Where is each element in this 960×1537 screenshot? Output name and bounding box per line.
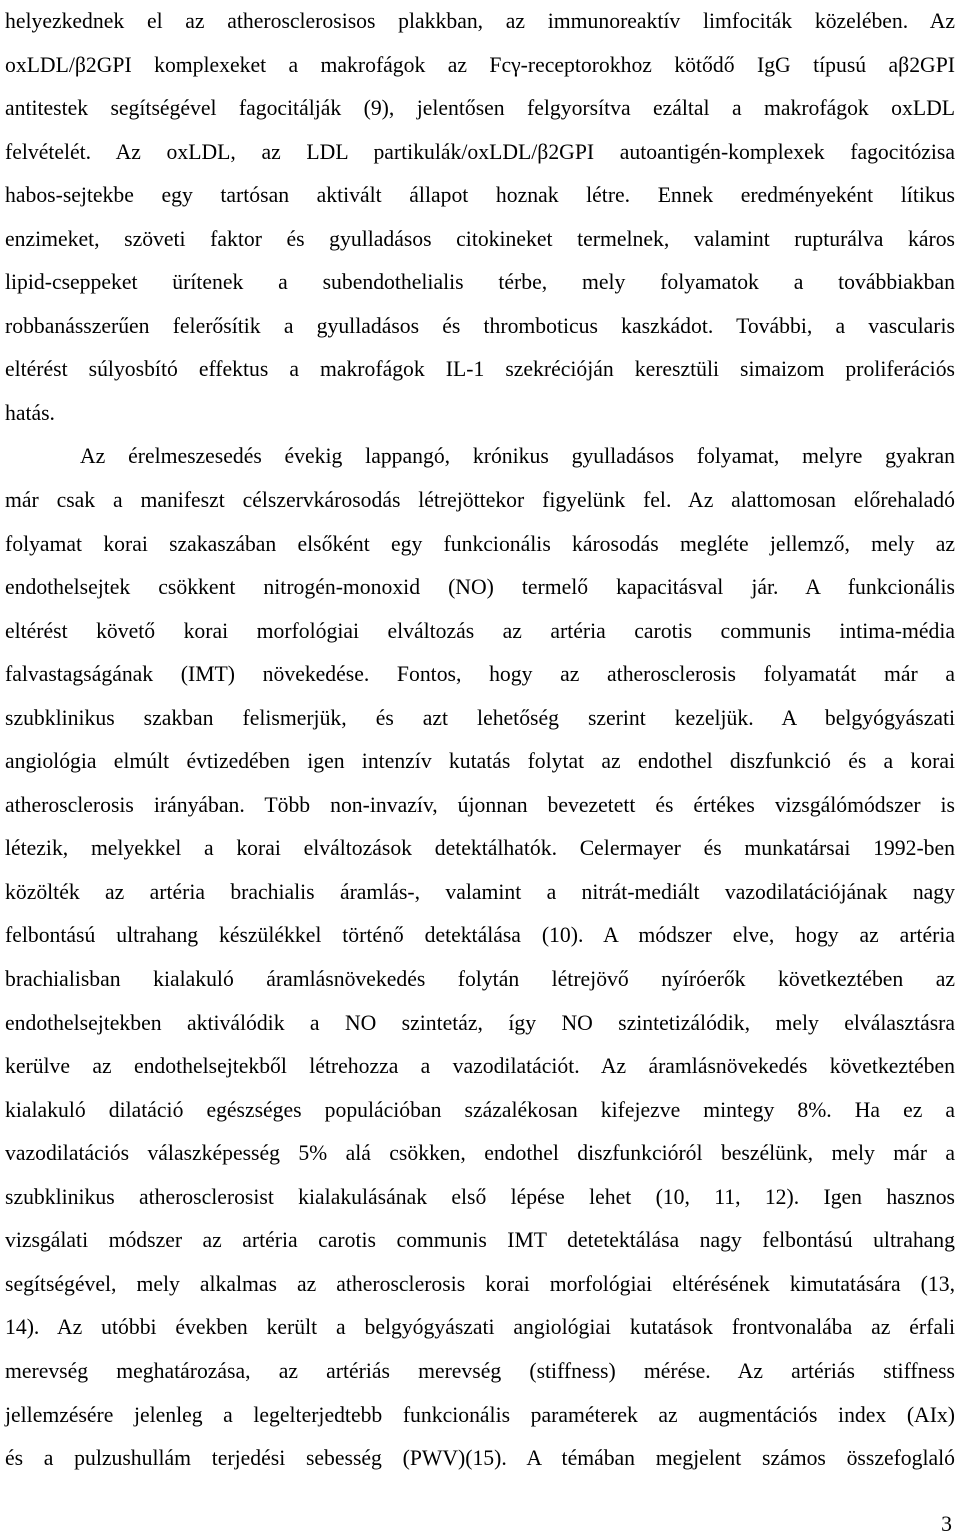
text-line: eltérést követő korai morfológiai elváltozás az artéria carotis communis intima-média <box>5 618 955 643</box>
text-line: vazodilatációs válaszképesség 5% alá csökken, endothel diszfunkcióról beszélünk, mely már a <box>5 1141 955 1166</box>
paragraph-2 <box>5 435 955 1480</box>
text-line: robbanásszerűen felerősítik a gyulladásos és thromboticus kaszkádot. További, a vascularis <box>5 313 955 338</box>
page-number: 3 <box>941 1512 952 1536</box>
text-line: falvastagságának (IMT) növekedése. Fontos, hogy az atherosclerosis folyamatát már a <box>5 662 955 687</box>
text-line: habos-sejtekbe egy tartósan aktivált állapot hoznak létre. Ennek eredményeként lítikus <box>5 183 955 208</box>
text-line: jellemzésére jelenleg a legelterjedtebb funkcionális paraméterek az augmentációs index (AIx) <box>5 1402 955 1427</box>
text-line: brachialisban kialakuló áramlásnövekedés folytán létrejövő nyíróerők következtében az <box>5 967 955 992</box>
text-line: eltérést súlyosbító effektus a makrofágok IL-1 szekrécióján keresztüli simaizom proliferációs <box>5 357 955 382</box>
text-line: már csak a manifeszt célszervkárosodás létrejöttekor figyelünk fel. Az alattomosan előrehaladó <box>5 488 955 513</box>
text-line: hatás. <box>5 400 55 425</box>
text-line: merevség meghatározása, az artériás merevség (stiffness) mérése. Az artériás stiffness <box>5 1358 955 1383</box>
paragraph-1 <box>5 0 955 435</box>
body-text <box>5 0 955 1481</box>
text-line: szubklinikus atherosclerosist kialakulásának első lépése lehet (10, 11, 12). Igen hasznos <box>5 1184 955 1209</box>
text-line: Az érelmeszesedés évekig lappangó, krónikus gyulladásos folyamat, melyre gyakran <box>80 444 955 469</box>
text-line: közölték az artéria brachialis áramlás-, valamint a nitrát-mediált vazodilatációjának nagy <box>5 879 955 904</box>
text-line: atherosclerosis irányában. Több non-invazív, újonnan bevezetett és értékes vizsgálómódszer is <box>5 792 955 817</box>
text-line: endothelsejtek csökkent nitrogén-monoxid (NO) termelő kapacitásval jár. A funkcionális <box>5 575 955 600</box>
text-line: segítségével, mely alkalmas az atherosclerosis korai morfológiai eltérésének kimutatására (13, <box>5 1271 955 1296</box>
text-line: vizsgálati módszer az artéria carotis communis IMT detetektálása nagy felbontású ultrahang <box>5 1228 955 1253</box>
text-line: endothelsejtekben aktiválódik a NO szintetáz, így NO szintetizálódik, mely elválasztásra <box>5 1010 955 1035</box>
text-line: kerülve az endothelsejtekből létrehozza a vazodilatációt. Az áramlásnövekedés következtében <box>5 1054 955 1079</box>
text-line: és a pulzushullám terjedési sebesség (PWV)(15). A témában megjelent számos összefoglaló <box>5 1446 955 1471</box>
text-line: felvételét. Az oxLDL, az LDL partikulák/oxLDL/β2GPI autoantigén-komplexek fagocitózisa <box>5 139 955 164</box>
text-line: szubklinikus szakban felismerjük, és azt lehetőség szerint kezeljük. A belgyógyászati <box>5 705 955 730</box>
text-line: felbontású ultrahang készülékkel történő detektálása (10). A módszer elve, hogy az artéria <box>5 923 955 948</box>
text-line: létezik, melyekkel a korai elváltozások detektálhatók. Celermayer és munkatársai 1992-ben <box>5 836 955 861</box>
text-line: helyezkednek el az atherosclerosisos plakkban, az immunoreaktív limfociták közelében. Az <box>5 9 955 33</box>
text-line: kialakuló dilatáció egészséges populációban százalékosan kifejezve mintegy 8%. Ha ez a <box>5 1097 955 1122</box>
text-line: enzimeket, szöveti faktor és gyulladásos citokineket termelnek, valamint rupturálva káros <box>5 226 955 251</box>
text-line: antitestek segítségével fagocitálják (9), jelentősen felgyorsítva ezáltal a makrofágok oxLDL <box>5 96 955 121</box>
text-line: lipid-cseppeket ürítenek a subendothelialis térbe, mely folyamatok a továbbiakban <box>5 270 955 295</box>
text-line: folyamat korai szakaszában elsőként egy funkcionális károsodás megléte jellemző, mely az <box>5 531 955 556</box>
text-line: 14). Az utóbbi években került a belgyógyászati angiológiai kutatások frontvonalába az érfali <box>5 1315 955 1340</box>
text-line: oxLDL/β2GPI komplexeket a makrofágok az Fcγ-receptorokhoz kötődő IgG típusú aβ2GPI <box>5 52 955 77</box>
text-line: angiológia elmúlt évtizedében igen intenzív kutatás folytat az endothel diszfunkció és a korai <box>5 749 955 774</box>
